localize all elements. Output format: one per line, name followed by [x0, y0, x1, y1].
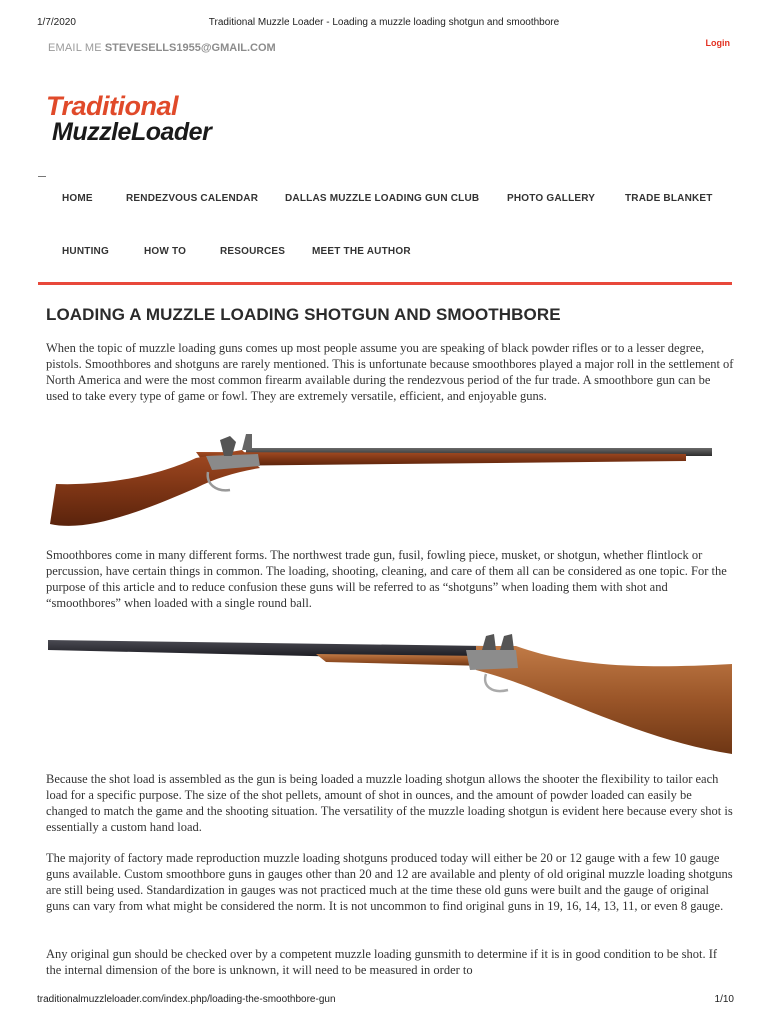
print-page-number: 1/10 [714, 994, 734, 1005]
email-link[interactable]: STEVESELLS1955@GMAIL.COM [104, 42, 276, 54]
nav-divider [38, 282, 732, 285]
logo-line-muzzleloader: MuzzleLoader [52, 118, 212, 146]
nav-photo-gallery[interactable]: PHOTO GALLERY [507, 193, 596, 204]
login-link[interactable]: Login [705, 38, 730, 48]
nav-meet-the-author[interactable]: MEET THE AUTHOR [312, 246, 411, 257]
article-paragraph-1: When the topic of muzzle loading guns comes up most people assume you are speaking of black powder rifles or to a lesser degree, pistols. Smoothbores and shotguns are rarely mentioned. This is unfortunate because smoothbores played a major roll in the settlement of North America and were the most common firearm available during the rendezvous period of the fur trade. A smoothbore gun can be used to take every type of game or fowl. They are extremely versatile, efficient, and enjoyable guns. [46, 341, 734, 403]
print-footer [0, 994, 768, 1014]
nav-how-to[interactable]: HOW TO [144, 246, 187, 257]
logo-line-traditional: Traditional [46, 91, 179, 121]
nav-hunting[interactable]: HUNTING [62, 246, 109, 257]
flintlock-gun-image [46, 428, 714, 534]
nav-rendezvous-calendar[interactable]: RENDEZVOUS CALENDAR [126, 193, 259, 204]
site-logo[interactable] [46, 93, 266, 153]
print-date: 1/7/2020 [37, 17, 76, 28]
nav-dallas-gun-club[interactable]: DALLAS MUZZLE LOADING GUN CLUB [285, 193, 480, 204]
double-barrel-shotgun-image [46, 628, 732, 758]
article-title: LOADING A MUZZLE LOADING SHOTGUN AND SMOOTHBORE [46, 305, 561, 324]
article-paragraph-2: Smoothbores come in many different forms. The northwest trade gun, fusil, fowling piece, musket, or shotgun, whether flintlock or percussion, have certain things in common. The loading, shooting, cleaning, and care of them all can be considered as one topic. For the purpose of this article and to reduce confusion these guns will be referred to as “shotguns” when loading them with shot and “smoothbores” when loaded with a single round ball. [46, 548, 727, 610]
nav-resources[interactable]: RESOURCES [220, 246, 286, 257]
nav-trade-blanket[interactable]: TRADE BLANKET [625, 193, 713, 204]
top-bar [48, 38, 730, 58]
article-paragraph-4: The majority of factory made reproduction muzzle loading shotguns produced today will either be 20 or 12 gauge with a few 10 gauge guns available. Custom smoothbore guns in gauges other than 20 and 12 are available and plenty of old original muzzle loading shotguns are still being used. Standardization in gauges was not practiced much at the time these old guns were built and the gauge of original guns can vary from what might be considered the norm. It is not uncommon to find original guns in 19, 16, 14, 13, 11, or even 8 gauge. [46, 851, 733, 913]
nav-home[interactable]: HOME [62, 193, 93, 204]
print-title: Traditional Muzzle Loader - Loading a muzzle loading shotgun and smoothbore [208, 17, 560, 28]
article-paragraph-5: Any original gun should be checked over by a competent muzzle loading gunsmith to determine if it is in good condition to be shot. If the internal dimension of the bore is unknown, it will need to be measured in order to [46, 947, 718, 977]
print-header [0, 0, 768, 40]
email-label: EMAIL ME [48, 42, 102, 54]
logo-tick [38, 176, 46, 177]
article-paragraph-3: Because the shot load is assembled as the gun is being loaded a muzzle loading shotgun allows the shooter the flexibility to tailor each load for a specific purpose. The size of the shot pellets, amount of shot in ounces, and the amount of powder loaded can easily be changed to match the game and the shooting situation. The versatility of the muzzle loading shotgun is evident here because every shot is essentially a custom hand load. [46, 772, 733, 834]
print-url: traditionalmuzzleloader.com/index.php/loading-the-smoothbore-gun [37, 994, 336, 1005]
